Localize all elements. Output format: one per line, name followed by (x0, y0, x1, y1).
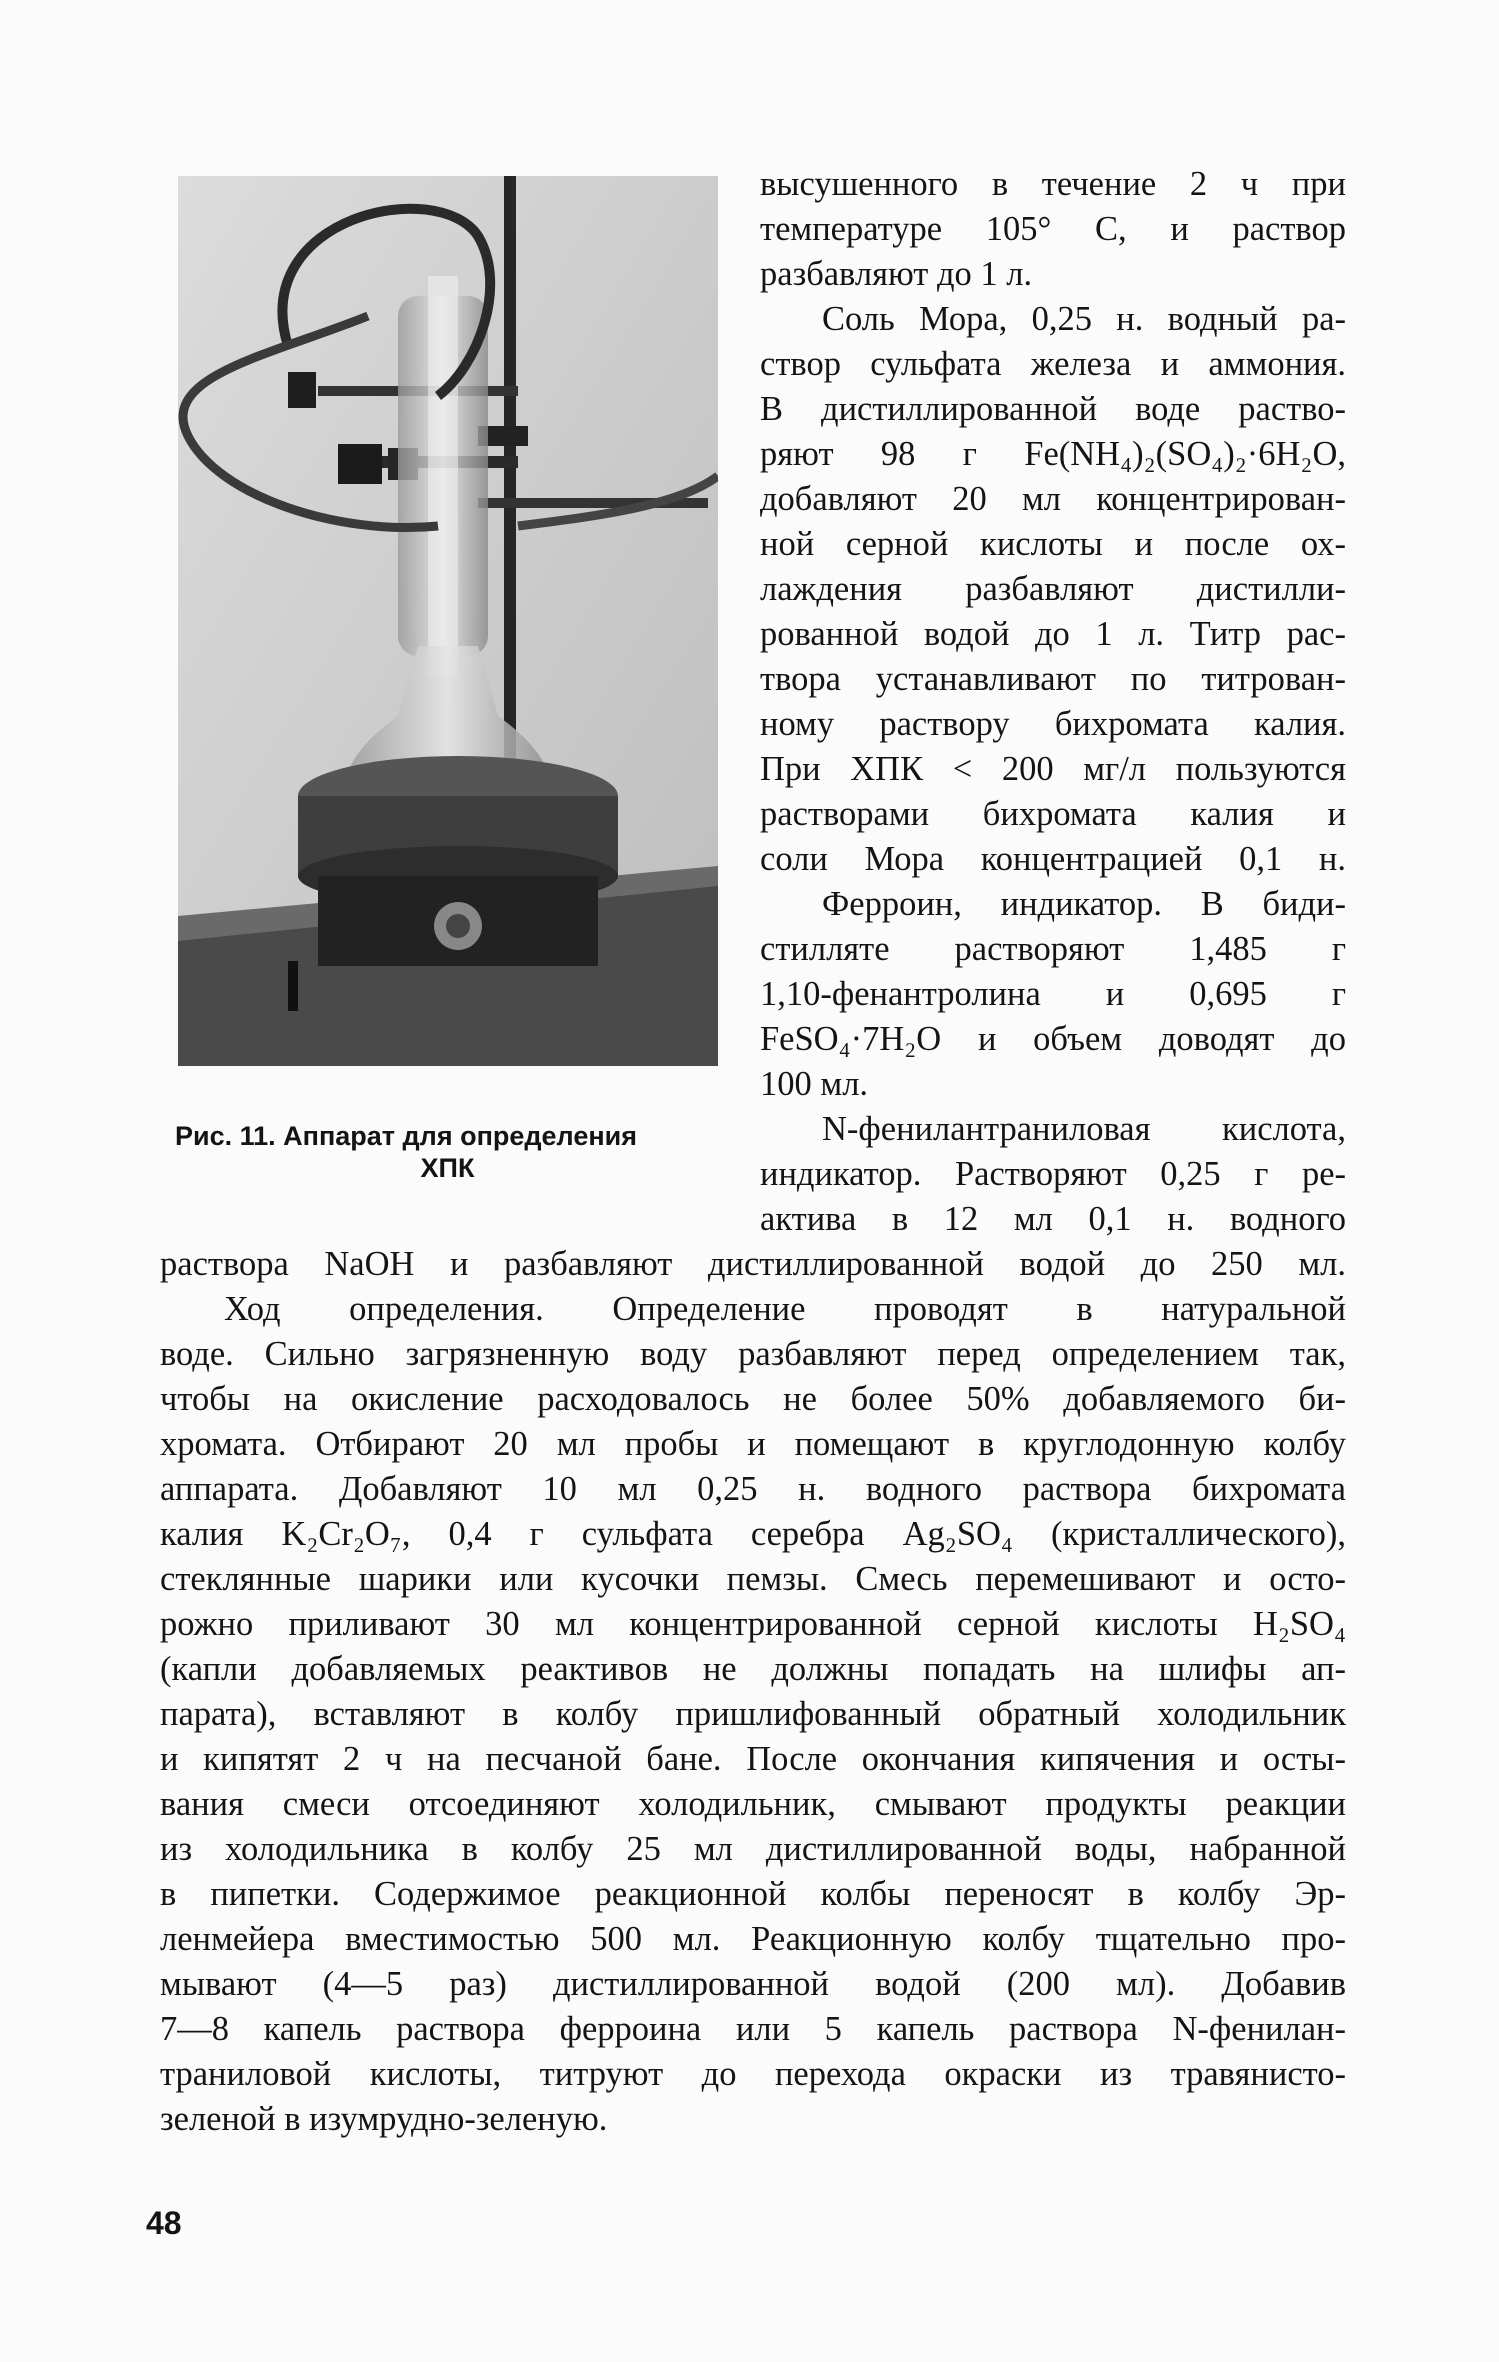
text-line: соли Мора концентрацией 0,1 н. (760, 840, 1346, 878)
text-line: (капли добавляемых реактивов не должны попадать на шлифы ап- (160, 1650, 1346, 1688)
text-line: 1,10-фенантролина и 0,695 г (760, 975, 1346, 1013)
text-line: лаждения разбавляют дистилли- (760, 570, 1346, 608)
text-line: ной серной кислоты и после ох- (760, 525, 1346, 563)
text-line: 100 мл. (760, 1065, 869, 1103)
page-number: 48 (146, 2205, 182, 2241)
text-line: чтобы на окисление расходовалось не более 50% добавляемого би- (160, 1380, 1346, 1418)
text-line: N-фенилантраниловая кислота, (822, 1110, 1346, 1148)
text-line: хромата. Отбирают 20 мл пробы и помещают в круглодонную колбу (160, 1425, 1346, 1463)
text-line: FeSO₄·7H₂O и объем доводят до (760, 1020, 1346, 1058)
text-line: Ферроин, индикатор. В биди- (822, 885, 1346, 923)
text-line: актива в 12 мл 0,1 н. водного (760, 1200, 1346, 1238)
text-line: рованной водой до 1 л. Титр рас- (760, 615, 1346, 653)
text-line: ленмейера вместимостью 500 мл. Реакционную колбу тщательно про- (160, 1920, 1346, 1958)
caption-line: Рис. 11. Аппарат для определения (175, 1121, 638, 1151)
text-line: твора устанавливают по титрован- (760, 660, 1346, 698)
text-line: Соль Мора, 0,25 н. водный ра- (822, 300, 1346, 338)
text-line: аппарата. Добавляют 10 мл 0,25 н. водного раствора бихромата (160, 1470, 1346, 1508)
text-line: калия K₂Cr₂O₇, 0,4 г сульфата серебра Ag₂SO₄ (кристаллического), (160, 1515, 1346, 1553)
text-line: температуре 105° С, и раствор (760, 210, 1346, 248)
text-line: ному раствору бихромата калия. (760, 705, 1346, 743)
text-line: Ход определения. Определение проводят в натуральной (224, 1290, 1346, 1328)
caption-line: ХПК (420, 1153, 475, 1183)
text-line: створ сульфата железа и аммония. (760, 345, 1346, 383)
text-line: в пипетки. Содержимое реакционной колбы переносят в колбу Эр- (160, 1875, 1346, 1913)
figure-caption (170, 1120, 725, 1184)
text-line: стеклянные шарики или кусочки пемзы. Смесь перемешивают и осто- (160, 1560, 1346, 1598)
text-line: вания смеси отсоединяют холодильник, смывают продукты реакции (160, 1785, 1346, 1823)
text-line: добавляют 20 мл концентрирован- (760, 480, 1346, 518)
text-line: раствора NaOH и разбавляют дистиллированной водой до 250 мл. (160, 1245, 1346, 1283)
text-line: При ХПК < 200 мг/л пользуются (760, 750, 1346, 788)
figure-photo-apparatus (178, 176, 718, 1066)
text-line: мывают (4—5 раз) дистиллированной водой (200 мл). Добавив (160, 1965, 1346, 2003)
text-line: разбавляют до 1 л. (760, 255, 1033, 293)
text-line: рожно приливают 30 мл концентрированной серной кислоты H₂SO₄ (160, 1605, 1346, 1643)
text-line: индикатор. Растворяют 0,25 г ре- (760, 1155, 1346, 1193)
text-line: траниловой кислоты, титруют до перехода окраски из травянисто- (160, 2055, 1346, 2093)
text-line: воде. Сильно загрязненную воду разбавляют перед определением так, (160, 1335, 1346, 1373)
text-line: 7—8 капель раствора ферроина или 5 капель раствора N-фенилан- (160, 2010, 1346, 2048)
text-line: растворами бихромата калия и (760, 795, 1346, 833)
text-line: стилляте растворяют 1,485 г (760, 930, 1346, 968)
text-line: зеленой в изумрудно-зеленую. (160, 2100, 608, 2138)
text-line: ряют 98 г Fe(NH₄)₂(SO₄)₂·6H₂O, (760, 435, 1346, 473)
text-line: парата), вставляют в колбу пришлифованный обратный холодильник (160, 1695, 1346, 1733)
text-line: и кипятят 2 ч на песчаной бане. После окончания кипячения и осты- (160, 1740, 1346, 1778)
text-line: высушенного в течение 2 ч при (760, 165, 1346, 203)
text-line: В дистиллированной воде раство- (760, 390, 1346, 428)
text-line: из холодильника в колбу 25 мл дистиллированной воды, набранной (160, 1830, 1346, 1868)
